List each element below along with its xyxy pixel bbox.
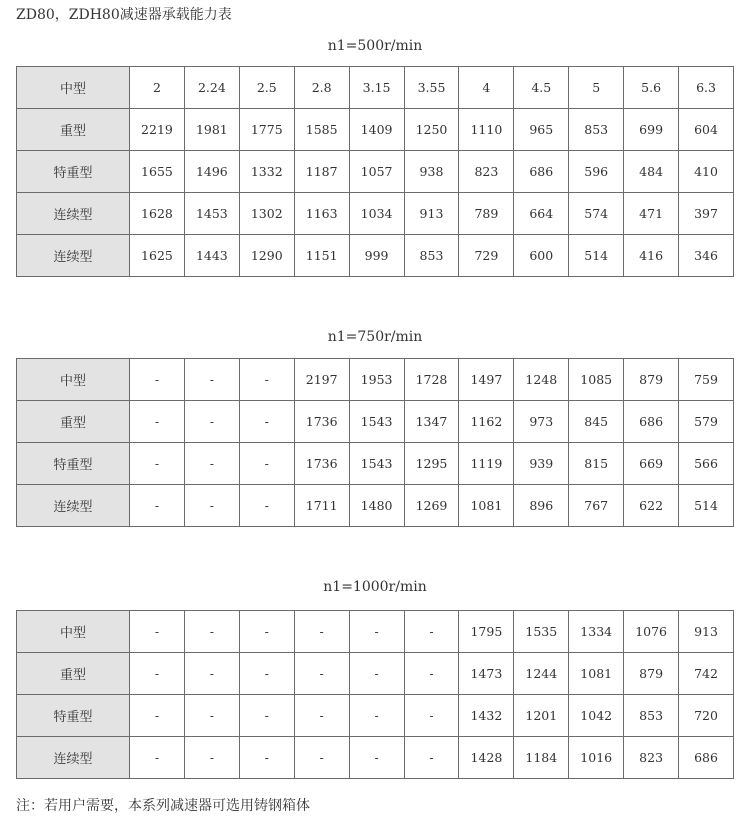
section-heading-500: n1=500r/min [327, 38, 423, 54]
table-cell: - [239, 443, 294, 485]
table-cell: - [404, 737, 459, 779]
row-type-label: 重型 [17, 109, 130, 151]
table-row [17, 67, 734, 109]
table-cell: 1795 [459, 611, 514, 653]
table-cell: 1332 [239, 151, 294, 193]
table-cell: - [130, 611, 185, 653]
row-type-label: 连续型 [17, 737, 130, 779]
table-cell: 1432 [459, 695, 514, 737]
table-cell: 600 [514, 235, 569, 277]
page-title: ZD80，ZDH80减速器承载能力表 [16, 7, 232, 23]
table-cell: 999 [349, 235, 404, 277]
table-cell: 729 [459, 235, 514, 277]
row-type-label: 连续型 [17, 485, 130, 527]
table-cell: 1250 [404, 109, 459, 151]
table-cell: 939 [514, 443, 569, 485]
table-cell: - [130, 695, 185, 737]
table-cell: - [184, 653, 239, 695]
table-cell: 346 [679, 235, 734, 277]
table-cell: - [184, 485, 239, 527]
table-cell: - [404, 611, 459, 653]
table-cell: - [184, 359, 239, 401]
table-cell: 1034 [349, 193, 404, 235]
table-cell: 622 [624, 485, 679, 527]
table-cell: - [130, 737, 185, 779]
table-cell: 853 [624, 695, 679, 737]
table-cell: 2.24 [184, 67, 239, 109]
table-row [17, 737, 734, 779]
table-cell: 1453 [184, 193, 239, 235]
table-cell: 1409 [349, 109, 404, 151]
table-cell: - [184, 401, 239, 443]
table-cell: 3.15 [349, 67, 404, 109]
table-cell: 686 [679, 737, 734, 779]
table-cell: 1302 [239, 193, 294, 235]
table-cell: 514 [679, 485, 734, 527]
table-row [17, 695, 734, 737]
table-cell: 1736 [294, 401, 349, 443]
table-cell: 596 [569, 151, 624, 193]
table-cell: 1110 [459, 109, 514, 151]
table-cell: 1269 [404, 485, 459, 527]
row-type-label: 重型 [17, 653, 130, 695]
table-cell: 823 [624, 737, 679, 779]
table-cell: 2 [130, 67, 185, 109]
table-cell: 6.3 [679, 67, 734, 109]
table-cell: - [184, 443, 239, 485]
table-cell: 938 [404, 151, 459, 193]
table-cell: 720 [679, 695, 734, 737]
table-cell: 1535 [514, 611, 569, 653]
table-cell: 1201 [514, 695, 569, 737]
table-cell: 410 [679, 151, 734, 193]
table-row [17, 235, 734, 277]
table-cell: 1981 [184, 109, 239, 151]
row-type-label: 特重型 [17, 695, 130, 737]
table-cell: 1248 [514, 359, 569, 401]
table-cell: 742 [679, 653, 734, 695]
table-cell: - [294, 695, 349, 737]
table-cell: 4 [459, 67, 514, 109]
table-row [17, 151, 734, 193]
table-cell: - [130, 485, 185, 527]
table-cell: - [184, 611, 239, 653]
table-cell: 1076 [624, 611, 679, 653]
table-cell: - [130, 653, 185, 695]
table-cell: 574 [569, 193, 624, 235]
table-cell: 1290 [239, 235, 294, 277]
table-cell: 5 [569, 67, 624, 109]
table-cell: 1585 [294, 109, 349, 151]
table-cell: 973 [514, 401, 569, 443]
table-cell: 845 [569, 401, 624, 443]
table-cell: 699 [624, 109, 679, 151]
table-cell: - [404, 653, 459, 695]
table-cell: 1244 [514, 653, 569, 695]
table-cell: 4.5 [514, 67, 569, 109]
table-cell: 514 [569, 235, 624, 277]
table-cell: 1428 [459, 737, 514, 779]
table-cell: 1187 [294, 151, 349, 193]
row-type-label: 中型 [17, 67, 130, 109]
row-type-label: 特重型 [17, 443, 130, 485]
table-cell: 579 [679, 401, 734, 443]
table-cell: - [239, 485, 294, 527]
table-cell: 1480 [349, 485, 404, 527]
table-cell: 471 [624, 193, 679, 235]
table-cell: 1775 [239, 109, 294, 151]
table-cell: 1162 [459, 401, 514, 443]
table-cell: - [294, 737, 349, 779]
table-row [17, 401, 734, 443]
table-cell: - [294, 611, 349, 653]
table-cell: 1728 [404, 359, 459, 401]
table-cell: 1953 [349, 359, 404, 401]
table-cell: - [239, 695, 294, 737]
table-cell: - [239, 737, 294, 779]
table-cell: 789 [459, 193, 514, 235]
table-cell: 686 [624, 401, 679, 443]
table-cell: 686 [514, 151, 569, 193]
table-cell: - [294, 653, 349, 695]
table-cell: 1057 [349, 151, 404, 193]
table-cell: 759 [679, 359, 734, 401]
table-cell: 1543 [349, 401, 404, 443]
table-cell: 1016 [569, 737, 624, 779]
table-cell: - [130, 401, 185, 443]
table-cell: 1042 [569, 695, 624, 737]
load-table-500 [16, 66, 734, 277]
table-cell: 965 [514, 109, 569, 151]
table-cell: - [239, 611, 294, 653]
table-cell: - [184, 695, 239, 737]
table-cell: - [239, 359, 294, 401]
table-cell: 1334 [569, 611, 624, 653]
table-row [17, 485, 734, 527]
section-heading-1000: n1=1000r/min [323, 579, 427, 595]
section-heading-750: n1=750r/min [327, 329, 423, 345]
table-cell: 767 [569, 485, 624, 527]
table-cell: - [349, 695, 404, 737]
table-cell: 1543 [349, 443, 404, 485]
table-cell: - [130, 443, 185, 485]
table-cell: - [184, 737, 239, 779]
table-cell: 815 [569, 443, 624, 485]
table-cell: 1119 [459, 443, 514, 485]
table-row [17, 653, 734, 695]
table-cell: - [130, 359, 185, 401]
table-cell: 853 [404, 235, 459, 277]
table-cell: 1184 [514, 737, 569, 779]
table-row [17, 611, 734, 653]
table-cell: 5.6 [624, 67, 679, 109]
table-cell: 1151 [294, 235, 349, 277]
table-cell: 1711 [294, 485, 349, 527]
table-cell: 1655 [130, 151, 185, 193]
table-cell: 3.55 [404, 67, 459, 109]
table-cell: 896 [514, 485, 569, 527]
table-cell: 416 [624, 235, 679, 277]
table-cell: 484 [624, 151, 679, 193]
table-cell: 1736 [294, 443, 349, 485]
table-cell: 853 [569, 109, 624, 151]
table-cell: - [404, 695, 459, 737]
footnote: 注：若用户需要，本系列减速器可选用铸钢箱体 [16, 798, 310, 814]
table-cell: 2219 [130, 109, 185, 151]
table-cell: 1443 [184, 235, 239, 277]
table-cell: 1625 [130, 235, 185, 277]
table-cell: 1473 [459, 653, 514, 695]
table-cell: 823 [459, 151, 514, 193]
table-cell: 669 [624, 443, 679, 485]
table-cell: 1496 [184, 151, 239, 193]
table-cell: 1163 [294, 193, 349, 235]
table-cell: 879 [624, 359, 679, 401]
table-cell: 566 [679, 443, 734, 485]
load-table-750 [16, 358, 734, 527]
table-cell: 397 [679, 193, 734, 235]
table-row [17, 193, 734, 235]
table-cell: - [349, 737, 404, 779]
row-type-label: 重型 [17, 401, 130, 443]
table-cell: 879 [624, 653, 679, 695]
table-cell: 664 [514, 193, 569, 235]
table-cell: - [239, 653, 294, 695]
table-cell: 1347 [404, 401, 459, 443]
load-table-1000 [16, 610, 734, 779]
table-cell: 1085 [569, 359, 624, 401]
table-cell: 1497 [459, 359, 514, 401]
table-row [17, 359, 734, 401]
table-cell: 1081 [459, 485, 514, 527]
table-cell: - [349, 653, 404, 695]
table-cell: 2.8 [294, 67, 349, 109]
table-cell: 2.5 [239, 67, 294, 109]
row-type-label: 连续型 [17, 235, 130, 277]
table-cell: 1628 [130, 193, 185, 235]
table-cell: 2197 [294, 359, 349, 401]
table-cell: 1295 [404, 443, 459, 485]
row-type-label: 中型 [17, 611, 130, 653]
table-row [17, 443, 734, 485]
row-type-label: 特重型 [17, 151, 130, 193]
table-cell: 1081 [569, 653, 624, 695]
table-cell: - [239, 401, 294, 443]
row-type-label: 中型 [17, 359, 130, 401]
table-row [17, 109, 734, 151]
row-type-label: 连续型 [17, 193, 130, 235]
table-cell: 913 [679, 611, 734, 653]
table-cell: 913 [404, 193, 459, 235]
table-cell: - [349, 611, 404, 653]
table-cell: 604 [679, 109, 734, 151]
